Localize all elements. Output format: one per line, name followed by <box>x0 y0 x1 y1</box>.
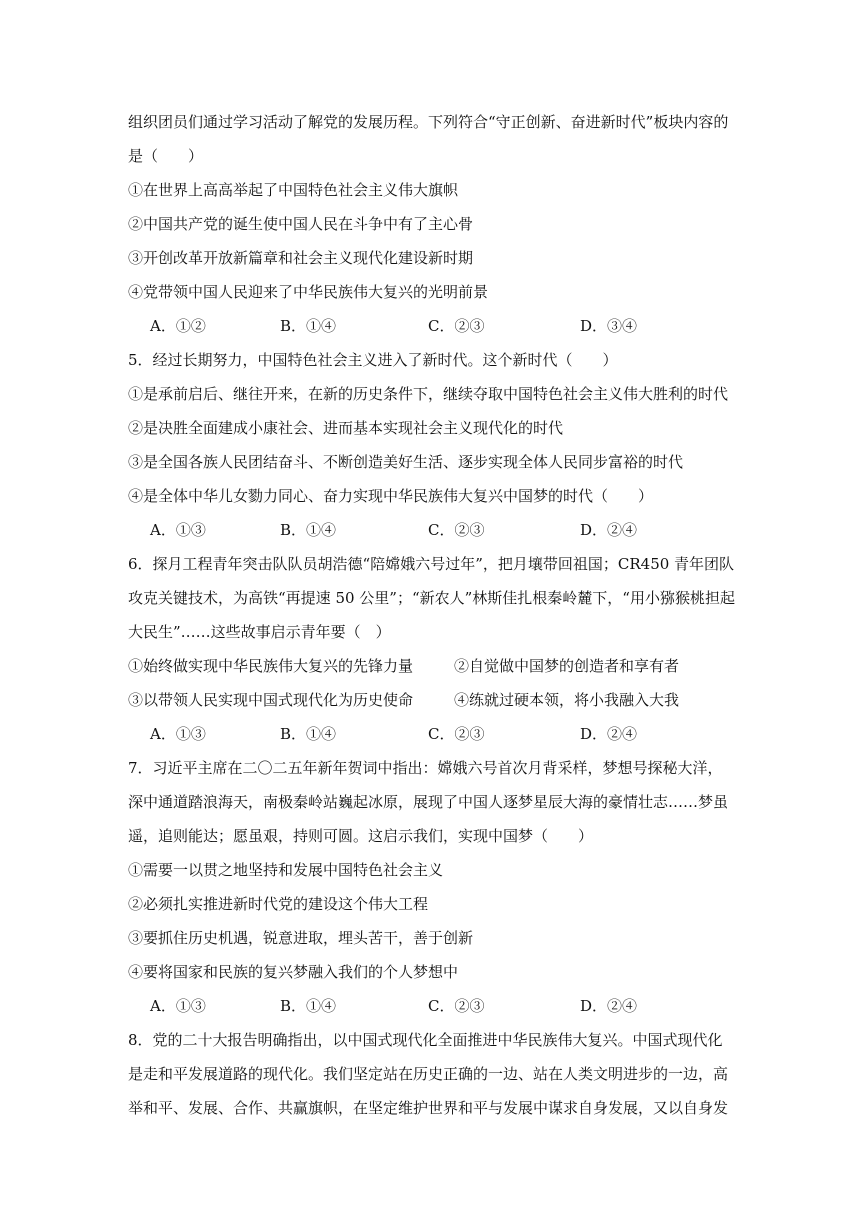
q4-stem-line-1: 组织团员们通过学习活动了解党的发展历程。下列符合“守正创新、奋进新时代”板块内容的 <box>128 113 729 131</box>
q4-item-3: ③开创改革开放新篇章和社会主义现代化建设新时期 <box>128 249 474 267</box>
q4-item-4: ④党带领中国人民迎来了中华民族伟大复兴的光明前景 <box>128 283 489 301</box>
q7-stem-line-3: 遥，追则能达；愿虽艰，持则可圆。这启示我们，实现中国梦（ ） <box>128 827 594 845</box>
q6-stem-line-2: 攻克关键技术，为高铁“再提速 50 公里”；“新农人”林斯佳扎根秦岭麓下，“用小猕猴桃担起 <box>128 589 735 607</box>
q6-option-c[interactable]: C．②③ <box>428 725 485 743</box>
q4-option-a[interactable]: A．①② <box>150 317 206 335</box>
q5-item-4: ④是全体中华儿女勠力同心、奋力实现中华民族伟大复兴中国梦的时代（ ） <box>128 487 654 505</box>
q6-stem-line-1: 6．探月工程青年突击队队员胡浩德“陪嫦娥六号过年”，把月壤带回祖国；CR450 青年团队 <box>128 555 735 573</box>
q8-stem-line-3: 举和平、发展、合作、共赢旗帜，在坚定维护世界和平与发展中谋求自身发展，又以自身发 <box>128 1099 729 1117</box>
q4-item-1: ①在世界上高高举起了中国特色社会主义伟大旗帜 <box>128 181 459 199</box>
q4-option-b[interactable]: B．①④ <box>280 317 337 335</box>
q7-option-c[interactable]: C．②③ <box>428 997 485 1015</box>
q5-item-1: ①是承前启后、继往开来，在新的历史条件下，继续夺取中国特色社会主义伟大胜利的时代 <box>128 385 729 403</box>
q6-item-3: ③以带领人民实现中国式现代化为历史使命 <box>128 691 414 709</box>
q8-stem-line-1: 8．党的二十大报告明确指出，以中国式现代化全面推进中华民族伟大复兴。中国式现代化 <box>128 1031 723 1049</box>
q7-option-a[interactable]: A．①③ <box>150 997 206 1015</box>
q6-item-1: ①始终做实现中华民族伟大复兴的先锋力量 <box>128 657 414 675</box>
q4-option-d[interactable]: D．③④ <box>580 317 638 335</box>
q4-stem-line-2: 是（ ） <box>128 147 204 165</box>
q5-option-d[interactable]: D．②④ <box>580 521 638 539</box>
q4-item-2: ②中国共产党的诞生使中国人民在斗争中有了主心骨 <box>128 215 474 233</box>
q7-item-2: ②必须扎实推进新时代党的建设这个伟大工程 <box>128 895 429 913</box>
q6-option-a[interactable]: A．①③ <box>150 725 206 743</box>
q4-option-c[interactable]: C．②③ <box>428 317 485 335</box>
q6-stem-line-3: 大民生”……这些故事启示青年要（ ） <box>128 623 391 641</box>
q7-item-3: ③要抓住历史机遇，锐意进取，埋头苦干，善于创新 <box>128 929 474 947</box>
q7-item-1: ①需要一以贯之地坚持和发展中国特色社会主义 <box>128 861 444 879</box>
q7-item-4: ④要将国家和民族的复兴梦融入我们的个人梦想中 <box>128 963 459 981</box>
q7-option-d[interactable]: D．②④ <box>580 997 638 1015</box>
q6-option-b[interactable]: B．①④ <box>280 725 337 743</box>
q5-option-a[interactable]: A．①③ <box>150 521 206 539</box>
q5-option-c[interactable]: C．②③ <box>428 521 485 539</box>
q5-item-2: ②是决胜全面建成小康社会、进而基本实现社会主义现代化的时代 <box>128 419 564 437</box>
q6-option-d[interactable]: D．②④ <box>580 725 638 743</box>
q8-stem-line-2: 是走和平发展道路的现代化。我们坚定站在历史正确的一边、站在人类文明进步的一边，高 <box>128 1065 729 1083</box>
q5-option-b[interactable]: B．①④ <box>280 521 337 539</box>
q7-stem-line-2: 深中通道踏浪海天，南极秦岭站巍起冰原，展现了中国人逐梦星辰大海的豪情壮志……梦虽 <box>128 793 729 811</box>
q7-stem-line-1: 7．习近平主席在二〇二五年新年贺词中指出：嫦娥六号首次月背采样，梦想号探秘大洋， <box>128 759 723 777</box>
q5-stem: 5．经过长期努力，中国特色社会主义进入了新时代。这个新时代（ ） <box>128 351 618 369</box>
q6-item-2: ②自觉做中国梦的创造者和享有者 <box>454 657 680 675</box>
q7-option-b[interactable]: B．①④ <box>280 997 337 1015</box>
q5-item-3: ③是全国各族人民团结奋斗、不断创造美好生活、逐步实现全体人民同步富裕的时代 <box>128 453 684 471</box>
q6-item-4: ④练就过硬本领，将小我融入大我 <box>454 691 680 709</box>
